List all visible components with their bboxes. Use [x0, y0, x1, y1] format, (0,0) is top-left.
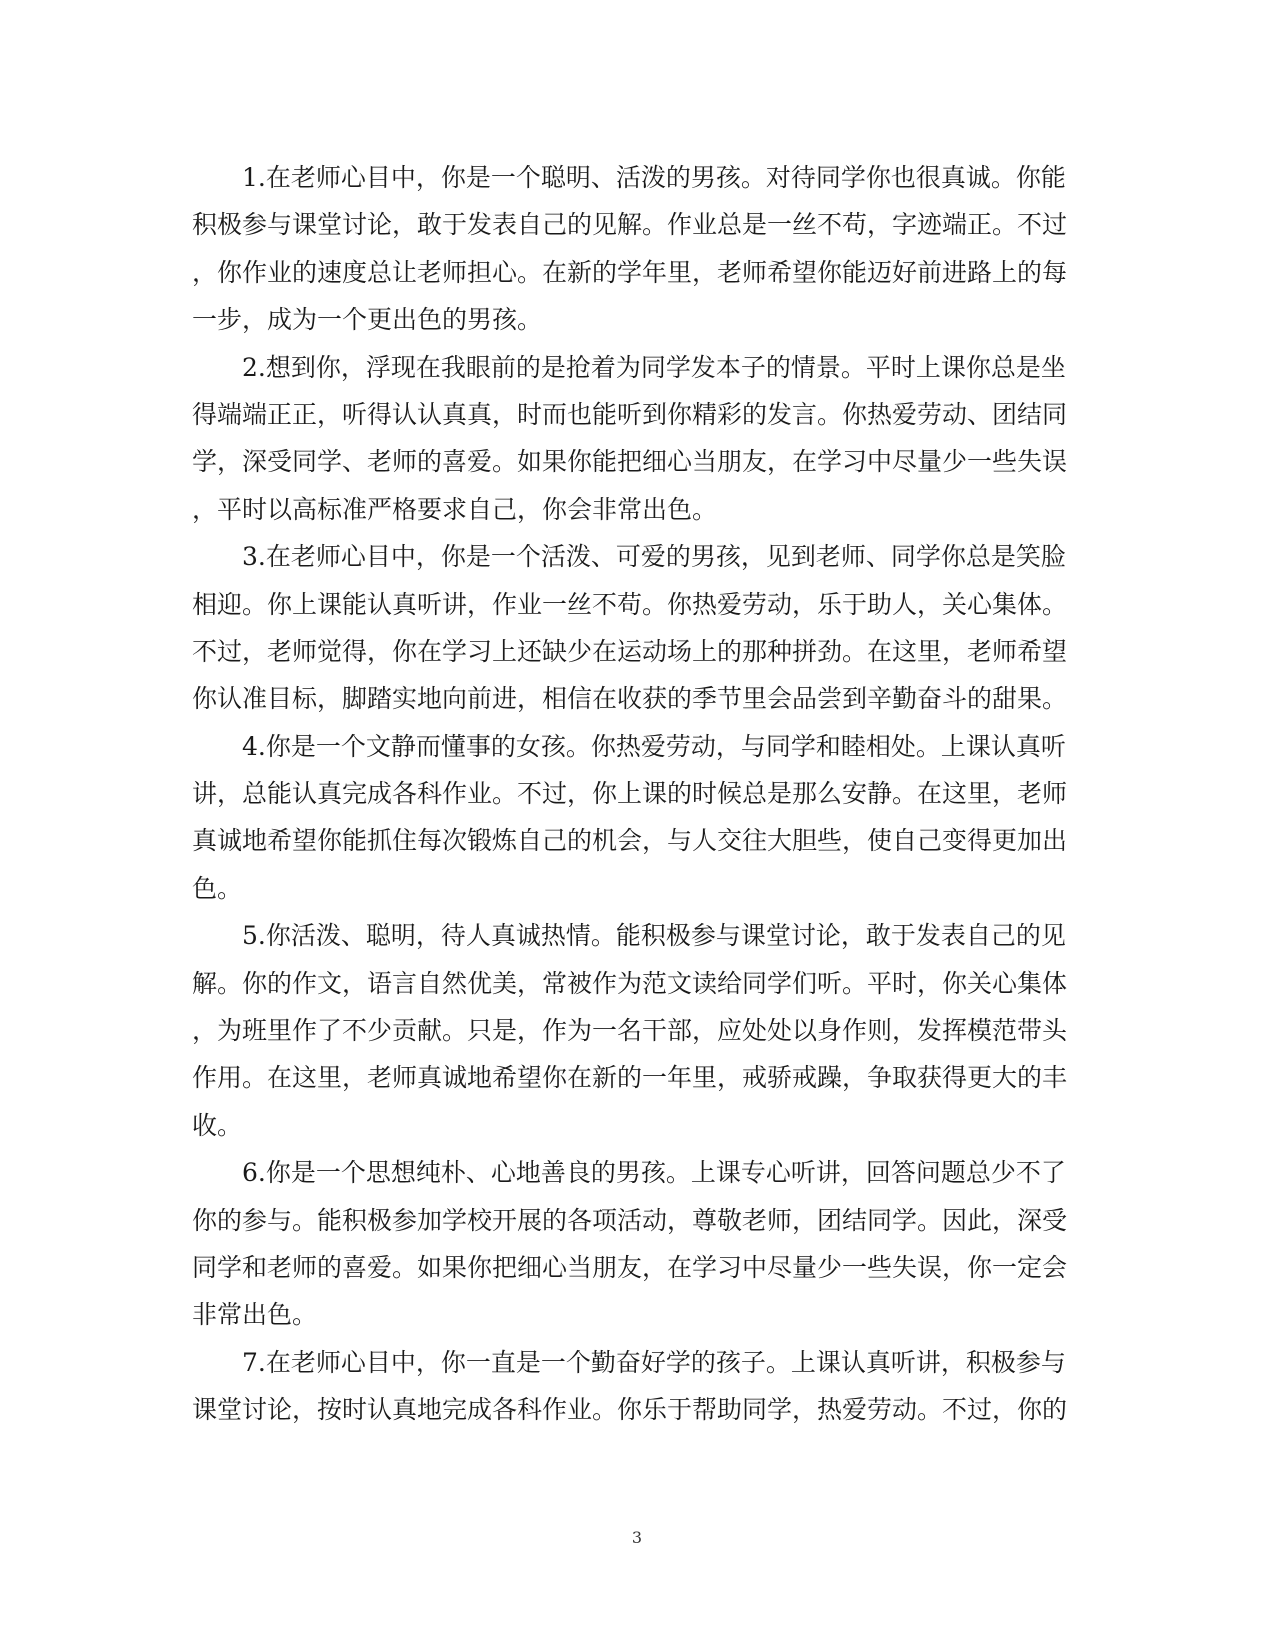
paragraph-2	[192, 344, 1066, 534]
text-line: 色。	[192, 873, 243, 903]
text-line: 得端端正正，听得认认真真，时而也能听到你精彩的发言。你热爱劳动、团结同	[192, 399, 1068, 429]
text-line: 相迎。你上课能认真听讲，作业一丝不苟。你热爱劳动，乐于助人，关心集体。	[192, 589, 1068, 619]
text-line: ，为班里作了不少贡献。只是，作为一名干部，应处处以身作则，发挥模范带头	[192, 1016, 1068, 1046]
text-line: 你的参与。能积极参加学校开展的各项活动，尊敬老师，团结同学。因此，深受	[192, 1205, 1068, 1235]
paragraph-4	[192, 723, 1066, 913]
text-line: 解。你的作文，语言自然优美，常被作为范文读给同学们听。平时，你关心集体	[192, 968, 1068, 998]
text-line: 课堂讨论，按时认真地完成各科作业。你乐于帮助同学，热爱劳动。不过，你的	[192, 1395, 1068, 1425]
paragraph-6	[192, 1149, 1066, 1339]
body-text	[192, 154, 1066, 1434]
text-line: 7.在老师心目中，你一直是一个勤奋好学的孩子。上课认真听讲，积极参与	[242, 1347, 1066, 1377]
text-line: ，你作业的速度总让老师担心。在新的学年里，老师希望你能迈好前进路上的每	[192, 257, 1068, 287]
page-number: 3	[631, 1528, 643, 1547]
paragraph-7	[192, 1339, 1066, 1434]
text-line: 一步，成为一个更出色的男孩。	[192, 305, 543, 335]
text-line: 不过，老师觉得，你在学习上还缺少在运动场上的那种拼劲。在这里，老师希望	[192, 636, 1068, 666]
text-line: 讲，总能认真完成各科作业。不过，你上课的时候总是那么安静。在这里，老师	[192, 779, 1068, 809]
text-line: 1.在老师心目中，你是一个聪明、活泼的男孩。对待同学你也很真诚。你能	[242, 163, 1066, 192]
text-line: 4.你是一个文静而懂事的女孩。你热爱劳动，与同学和睦相处。上课认真听	[242, 731, 1066, 761]
text-line: 同学和老师的喜爱。如果你把细心当朋友，在学习中尽量少一些失误，你一定会	[192, 1252, 1068, 1282]
text-line: 作用。在这里，老师真诚地希望你在新的一年里，戒骄戒躁，争取获得更大的丰	[192, 1063, 1068, 1093]
text-line: 非常出色。	[192, 1300, 318, 1330]
text-line: 3.在老师心目中，你是一个活泼、可爱的男孩，见到老师、同学你总是笑脸	[242, 542, 1066, 572]
paragraph-5	[192, 912, 1066, 1149]
paragraph-3	[192, 533, 1066, 723]
text-line: ，平时以高标准严格要求自己，你会非常出色。	[192, 494, 718, 524]
text-line: 收。	[192, 1110, 243, 1140]
text-line: 5.你活泼、聪明，待人真诚热情。能积极参与课堂讨论，敢于发表自己的见	[242, 921, 1066, 951]
paragraph-1	[192, 154, 1066, 344]
text-line: 6.你是一个思想纯朴、心地善良的男孩。上课专心听讲，回答问题总少不了	[242, 1158, 1066, 1188]
text-line: 真诚地希望你能抓住每次锻炼自己的机会，与人交往大胆些，使自己变得更加出	[192, 826, 1068, 856]
text-line: 学，深受同学、老师的喜爱。如果你能把细心当朋友，在学习中尽量少一些失误	[192, 447, 1068, 477]
text-line: 积极参与课堂讨论，敢于发表自己的见解。作业总是一丝不苟，字迹端正。不过	[192, 210, 1068, 240]
text-line: 2.想到你，浮现在我眼前的是抢着为同学发本子的情景。平时上课你总是坐	[242, 352, 1066, 382]
text-line: 你认准目标，脚踏实地向前进，相信在收获的季节里会品尝到辛勤奋斗的甜果。	[192, 684, 1068, 714]
